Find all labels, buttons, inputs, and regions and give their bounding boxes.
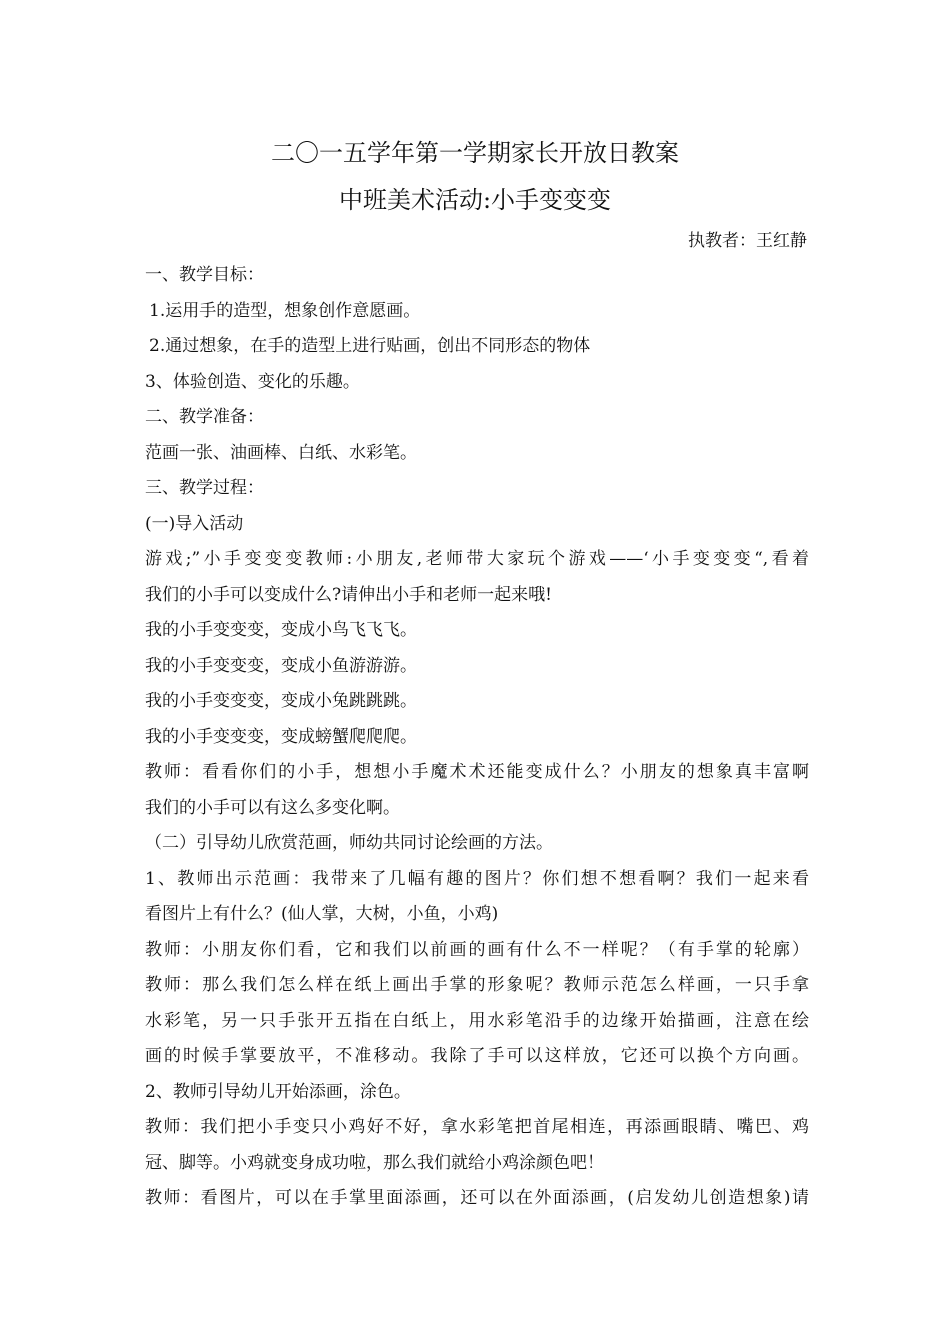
document-title: 二〇一五学年第一学期家长开放日教案 <box>271 139 679 167</box>
subsection-heading: （二）引导幼儿欣赏范画，师幼共同讨论绘画的方法。 <box>145 833 553 853</box>
paragraph-line: 教师：看图片，可以在手掌里面添画，还可以在外面添画，(启发幼儿创造想象)请 <box>145 1188 809 1208</box>
paragraph-line: 我的小手变变变，变成螃蟹爬爬爬。 <box>145 726 417 747</box>
paragraph-line: 2、教师引导幼儿开始添画，涂色。 <box>145 1081 411 1102</box>
document-subtitle: 中班美术活动:小手变变变 <box>338 186 612 214</box>
paragraph-line: 看图片上有什么？(仙人掌，大树，小鱼，小鸡) <box>145 904 499 924</box>
paragraph-line: 教师：看看你们的小手，想想小手魔术术还能变成什么？小朋友的想象真丰富啊 <box>145 762 809 782</box>
subsection-heading: (一)导入活动 <box>145 513 244 534</box>
paragraph-line: 教师：小朋友你们看，它和我们以前画的画有什么不一样呢？（有手掌的轮廓） <box>145 939 809 960</box>
paragraph-line: 我的小手变变变，变成小兔跳跳跳。 <box>145 691 417 711</box>
paragraph-line: 我们的小手可以有这么多变化啊。 <box>145 797 400 818</box>
section-heading-preparation: 二、教学准备： <box>145 407 264 427</box>
paragraph-line: 范画一张、油画棒、白纸、水彩笔。 <box>145 442 417 463</box>
paragraph-line: 3、体验创造、变化的乐趣。 <box>145 371 360 392</box>
paragraph-line: 1、教师出示范画：我带来了几幅有趣的图片？你们想不想看啊？我们一起来看 <box>145 868 809 889</box>
paragraph-line: 画的时候手掌要放平，不准移动。我除了手可以这样放，它还可以换个方向画。 <box>145 1046 809 1066</box>
body-text <box>145 258 809 1217</box>
author-line: 执教者：王红静 <box>688 231 807 251</box>
section-heading-goals: 一、教学目标： <box>145 265 264 285</box>
paragraph-line: 水彩笔，另一只手张开五指在白纸上，用水彩笔沿手的边缘开始描画，注意在绘 <box>145 1010 809 1031</box>
paragraph-line: 我的小手变变变，变成小鸟飞飞飞。 <box>145 620 417 640</box>
paragraph-line: 我的小手变变变，变成小鱼游游游。 <box>145 655 417 676</box>
paragraph-line: 我们的小手可以变成什么?请伸出小手和老师一起来哦! <box>145 584 552 605</box>
paragraph-line: 冠、脚等。小鸡就变身成功啦，那么我们就给小鸡涂颜色吧！ <box>145 1152 604 1173</box>
section-heading-process: 三、教学过程： <box>145 478 264 498</box>
paragraph-line: 教师：我们把小手变只小鸡好不好，拿水彩笔把首尾相连，再添画眼睛、嘴巴、鸡 <box>145 1117 809 1137</box>
paragraph-line: 教师：那么我们怎么样在纸上画出手掌的形象呢？教师示范怎么样画，一只手拿 <box>145 975 809 995</box>
paragraph-line: 游戏;”小手变变变教师:小朋友,老师带大家玩个游戏——‘小手变变变“,看着 <box>145 549 809 569</box>
paragraph-line: 2.通过想象，在手的造型上进行贴画，创出不同形态的物体 <box>149 336 591 356</box>
paragraph-line: 1.运用手的造型，想象创作意愿画。 <box>149 300 421 321</box>
